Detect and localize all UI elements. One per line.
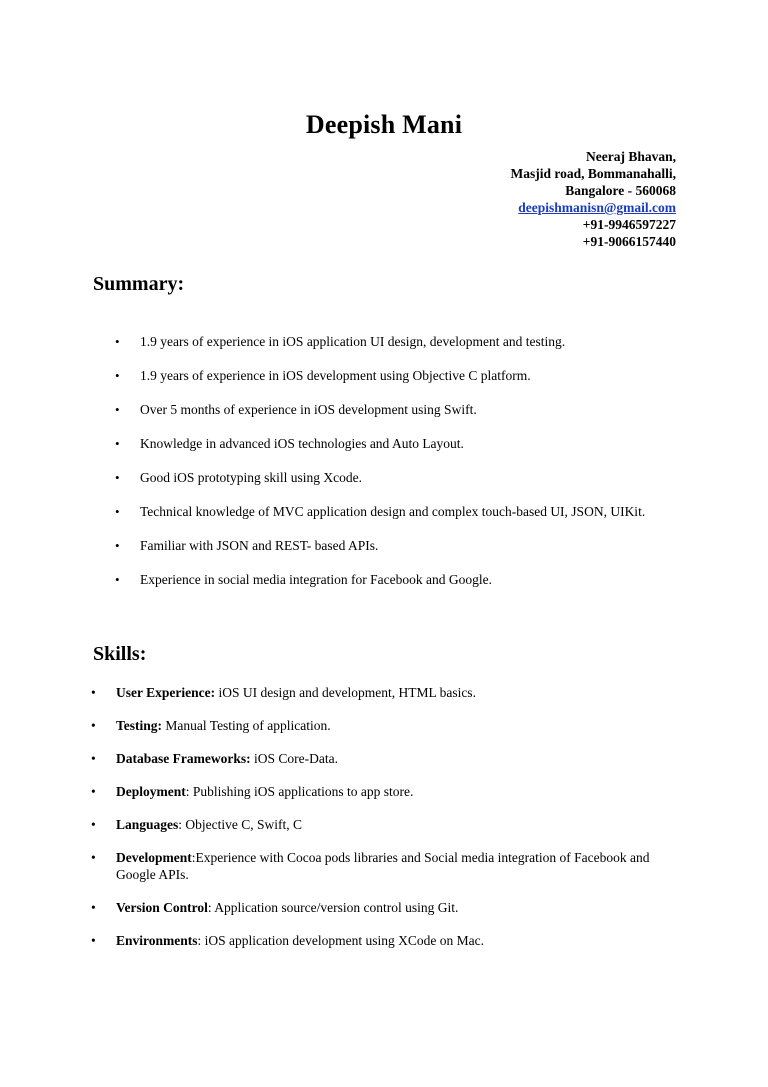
bullet-icon: •: [115, 402, 120, 417]
skill-text: : Publishing iOS applications to app store.: [185, 784, 414, 799]
candidate-name: Deepish Mani: [305, 110, 463, 139]
skill-item: [0, 816, 676, 833]
skill-item: [0, 849, 676, 883]
skill-text: : Objective C, Swift, C: [178, 817, 303, 832]
skill-text: : iOS application development using XCode on Mac.: [197, 933, 484, 948]
bullet-icon: •: [91, 900, 96, 915]
bullet-icon: •: [91, 933, 96, 948]
bullet-icon: •: [115, 334, 120, 349]
skill-label: Testing:: [116, 718, 163, 733]
skill-item: [0, 684, 676, 701]
skill-text: iOS Core-Data.: [250, 751, 338, 766]
summary-item-text: 1.9 years of experience in iOS development using Objective C platform.: [140, 368, 531, 383]
phone-2: +91-9066157440: [582, 234, 676, 249]
bullet-icon: •: [115, 504, 120, 519]
summary-item-text: Over 5 months of experience in iOS development using Swift.: [140, 402, 477, 417]
bullet-icon: •: [91, 751, 96, 766]
skill-label: Environments: [116, 933, 198, 948]
skill-label: User Experience:: [116, 685, 216, 700]
skill-label: Development: [116, 850, 192, 865]
skill-label: Deployment: [116, 784, 186, 799]
skill-text: :Experience with Cocoa pods libraries and Social media integration of Facebook and Google APIs.: [116, 850, 650, 882]
summary-item-text: Experience in social media integration for Facebook and Google.: [140, 572, 493, 587]
address-line-2: Masjid road, Bommanahalli,: [510, 166, 676, 181]
address-line-1: Neeraj Bhavan,: [586, 149, 676, 164]
skill-label: Version Control: [116, 900, 208, 915]
summary-item-text: Familiar with JSON and REST- based APIs.: [140, 538, 379, 553]
email-link[interactable]: deepishmanisn@gmail.com: [518, 200, 676, 215]
skill-item: [0, 717, 676, 734]
skill-item: [0, 783, 676, 800]
skill-text: iOS UI design and development, HTML basics.: [215, 685, 476, 700]
contact-block: [510, 148, 676, 250]
bullet-icon: •: [91, 685, 96, 700]
bullet-icon: •: [91, 850, 96, 865]
summary-item-text: Knowledge in advanced iOS technologies and Auto Layout.: [140, 436, 464, 451]
skill-label: Languages: [116, 817, 179, 832]
skill-text: Manual Testing of application.: [162, 718, 331, 733]
summary-item-text: Good iOS prototyping skill using Xcode.: [140, 470, 362, 485]
bullet-icon: •: [91, 718, 96, 733]
bullet-icon: •: [115, 368, 120, 383]
address-line-3: Bangalore - 560068: [565, 183, 676, 198]
skill-item: [0, 899, 676, 916]
bullet-icon: •: [91, 784, 96, 799]
summary-item-text: Technical knowledge of MVC application design and complex touch-based UI, JSON, UIKit.: [140, 504, 646, 519]
summary-heading: Summary:: [93, 273, 185, 295]
bullet-icon: •: [115, 470, 120, 485]
skill-text: : Application source/version control using Git.: [207, 900, 459, 915]
bullet-icon: •: [115, 436, 120, 451]
summary-item-text: 1.9 years of experience in iOS application UI design, development and testing.: [140, 334, 566, 349]
skill-label: Database Frameworks:: [116, 751, 251, 766]
skills-list: [0, 684, 768, 965]
skill-item: [0, 932, 676, 949]
skills-heading: Skills:: [93, 643, 147, 665]
bullet-icon: •: [115, 572, 120, 587]
bullet-icon: •: [91, 817, 96, 832]
skill-item: [0, 750, 676, 767]
phone-1: +91-9946597227: [582, 217, 676, 232]
bullet-icon: •: [115, 538, 120, 553]
